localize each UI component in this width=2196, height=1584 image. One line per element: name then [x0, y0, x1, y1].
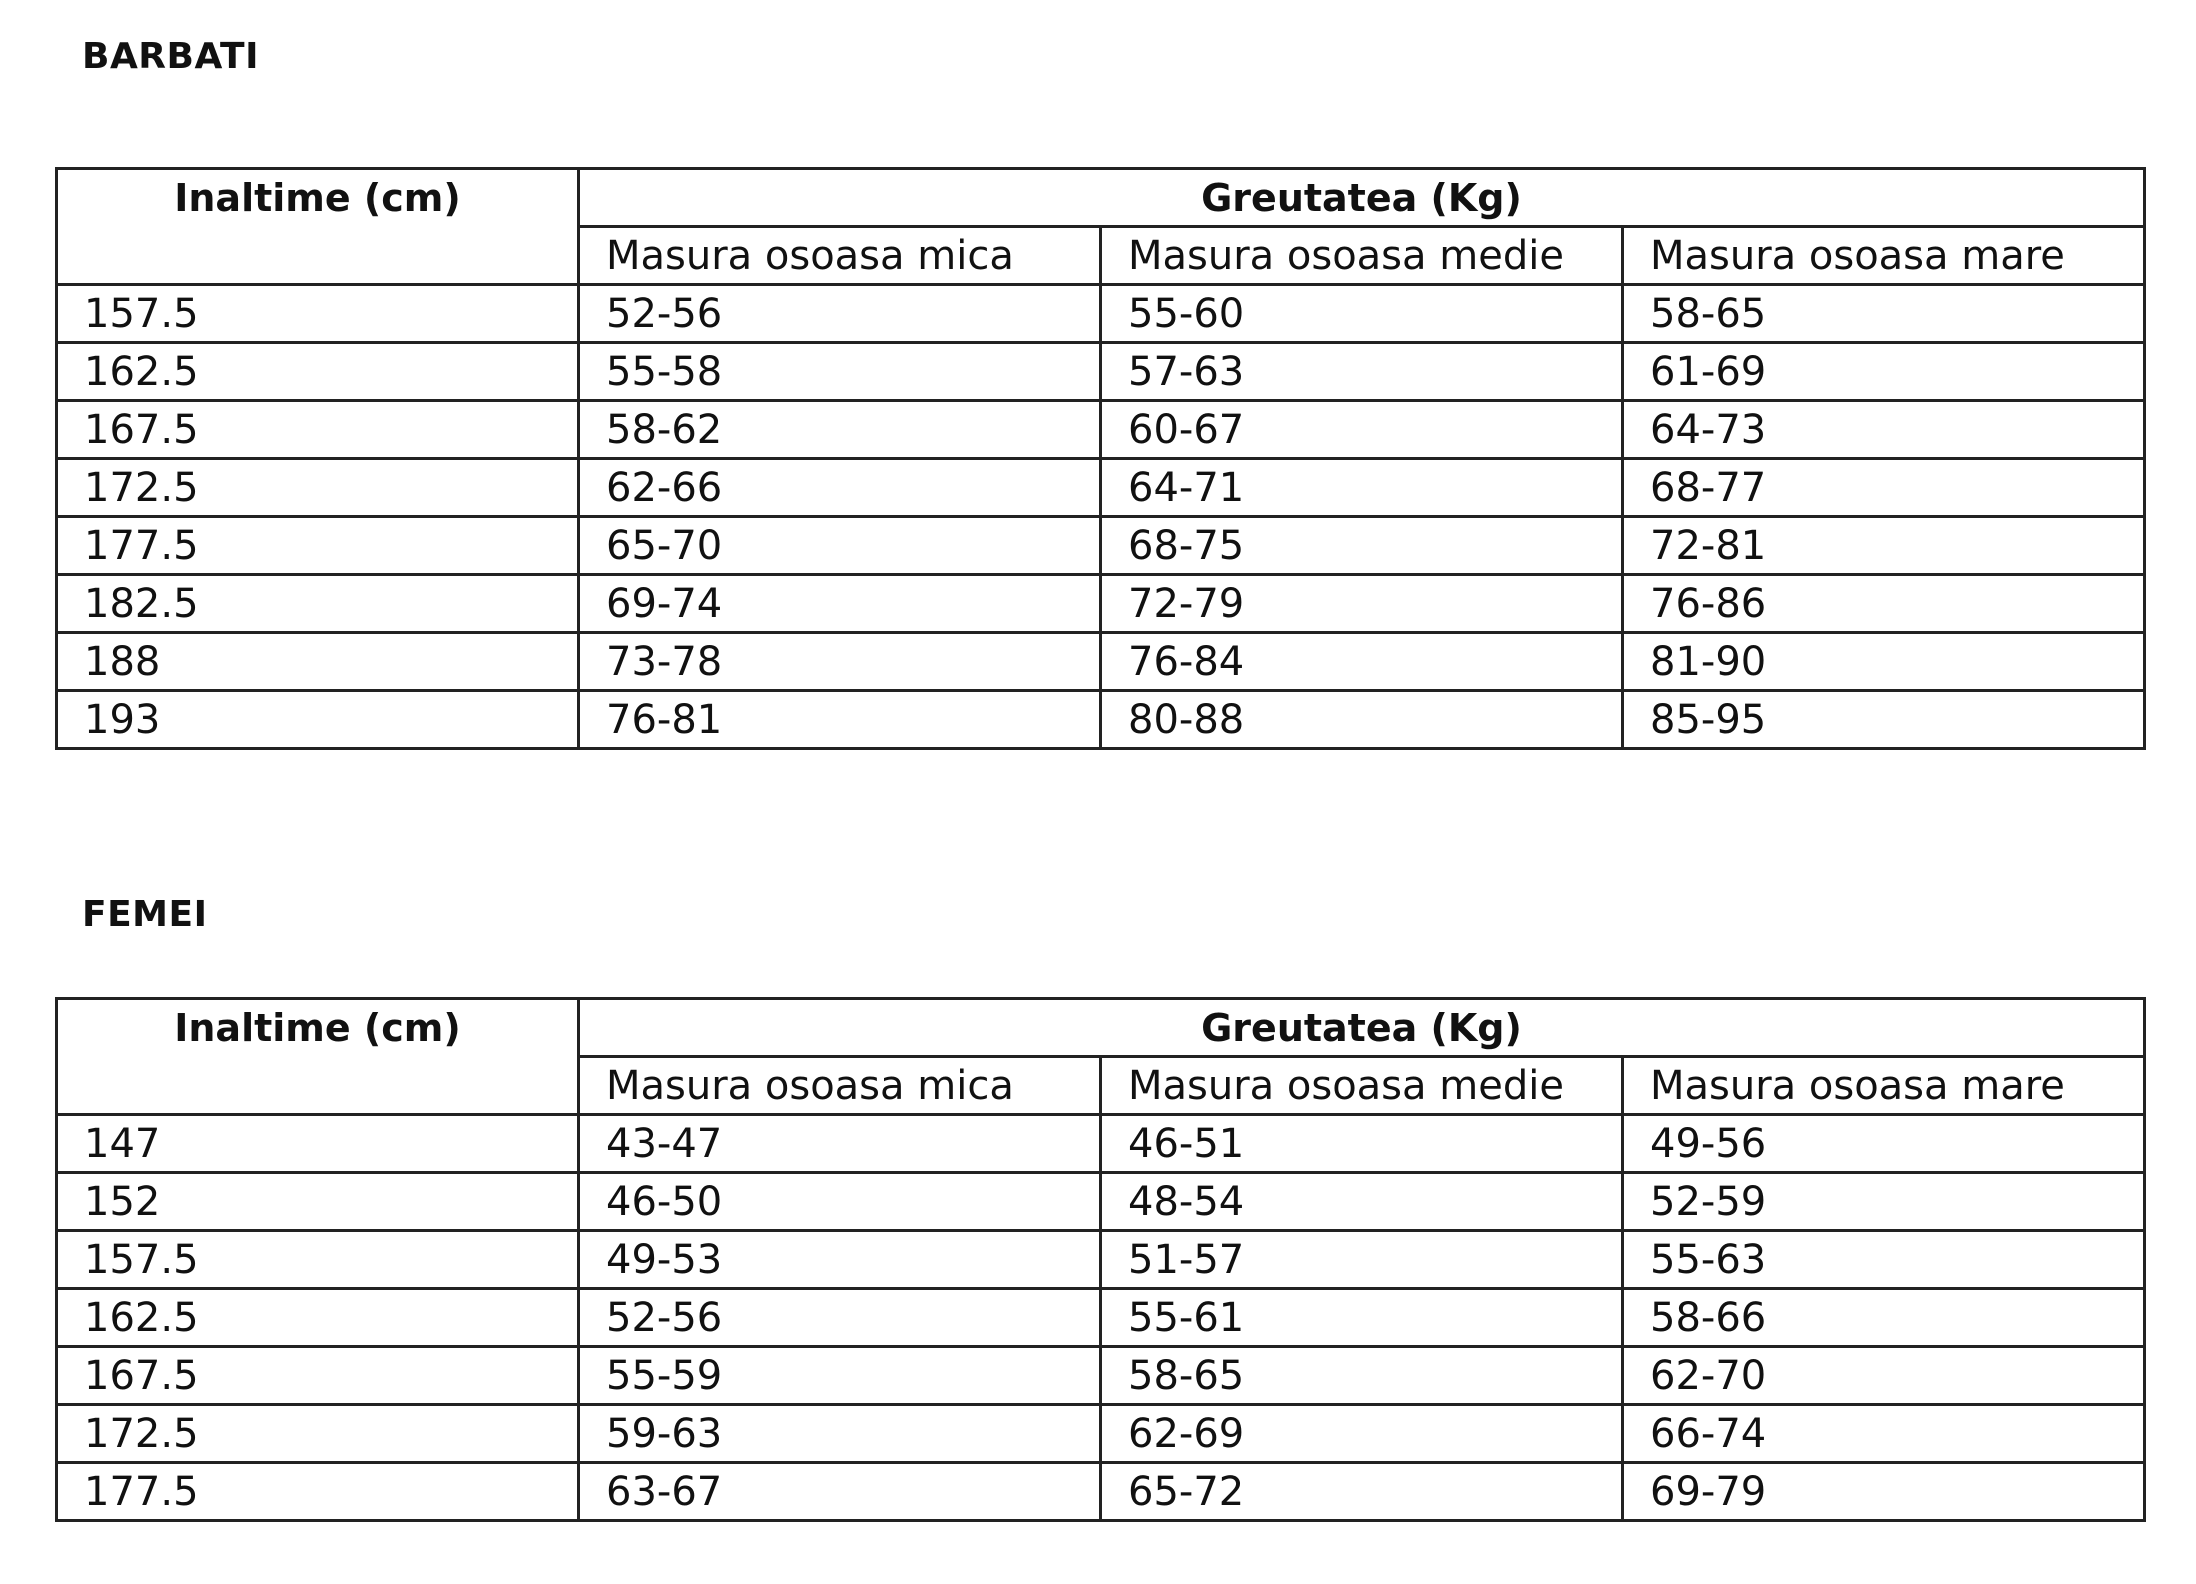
- large-frame-cell: 61-69: [1623, 343, 2145, 401]
- table-body: [57, 285, 2145, 749]
- small-frame-cell: 76-81: [579, 691, 1101, 749]
- height-cell: 177.5: [57, 1463, 579, 1521]
- height-header: Inaltime (cm): [57, 169, 579, 285]
- large-frame-cell: 52-59: [1623, 1173, 2145, 1231]
- medium-frame-cell: 65-72: [1101, 1463, 1623, 1521]
- column-header-medium-frame: Masura osoasa medie: [1101, 1057, 1623, 1115]
- medium-frame-cell: 48-54: [1101, 1173, 1623, 1231]
- weight-table-women: [55, 997, 2146, 1522]
- medium-frame-cell: 55-60: [1101, 285, 1623, 343]
- table-row: [57, 1463, 2145, 1521]
- medium-frame-cell: 60-67: [1101, 401, 1623, 459]
- medium-frame-cell: 72-79: [1101, 575, 1623, 633]
- medium-frame-cell: 62-69: [1101, 1405, 1623, 1463]
- table-row: [57, 1289, 2145, 1347]
- small-frame-cell: 55-58: [579, 343, 1101, 401]
- medium-frame-cell: 55-61: [1101, 1289, 1623, 1347]
- section-title-women: FEMEI: [82, 894, 208, 935]
- height-cell: 188: [57, 633, 579, 691]
- height-header: Inaltime (cm): [57, 999, 579, 1115]
- small-frame-cell: 69-74: [579, 575, 1101, 633]
- medium-frame-cell: 51-57: [1101, 1231, 1623, 1289]
- medium-frame-cell: 46-51: [1101, 1115, 1623, 1173]
- table-row: [57, 691, 2145, 749]
- large-frame-cell: 64-73: [1623, 401, 2145, 459]
- height-cell: 162.5: [57, 1289, 579, 1347]
- medium-frame-cell: 76-84: [1101, 633, 1623, 691]
- table-row: [57, 459, 2145, 517]
- height-cell: 162.5: [57, 343, 579, 401]
- weight-header: Greutatea (Kg): [579, 169, 2145, 227]
- height-cell: 167.5: [57, 401, 579, 459]
- medium-frame-cell: 57-63: [1101, 343, 1623, 401]
- table-row: [57, 1347, 2145, 1405]
- large-frame-cell: 55-63: [1623, 1231, 2145, 1289]
- table-row: [57, 343, 2145, 401]
- table-row: [57, 1115, 2145, 1173]
- table-body: [57, 1115, 2145, 1521]
- height-cell: 147: [57, 1115, 579, 1173]
- large-frame-cell: 58-65: [1623, 285, 2145, 343]
- table-row: [57, 517, 2145, 575]
- small-frame-cell: 62-66: [579, 459, 1101, 517]
- small-frame-cell: 63-67: [579, 1463, 1101, 1521]
- height-cell: 177.5: [57, 517, 579, 575]
- small-frame-cell: 59-63: [579, 1405, 1101, 1463]
- height-cell: 152: [57, 1173, 579, 1231]
- small-frame-cell: 52-56: [579, 285, 1101, 343]
- header-row: [57, 169, 2145, 227]
- height-cell: 167.5: [57, 1347, 579, 1405]
- table-row: [57, 1231, 2145, 1289]
- medium-frame-cell: 64-71: [1101, 459, 1623, 517]
- medium-frame-cell: 80-88: [1101, 691, 1623, 749]
- table-row: [57, 285, 2145, 343]
- large-frame-cell: 72-81: [1623, 517, 2145, 575]
- medium-frame-cell: 58-65: [1101, 1347, 1623, 1405]
- table-row: [57, 633, 2145, 691]
- weight-table-men: [55, 167, 2146, 750]
- small-frame-cell: 73-78: [579, 633, 1101, 691]
- small-frame-cell: 46-50: [579, 1173, 1101, 1231]
- large-frame-cell: 85-95: [1623, 691, 2145, 749]
- column-header-large-frame: Masura osoasa mare: [1623, 227, 2145, 285]
- height-cell: 182.5: [57, 575, 579, 633]
- weight-header: Greutatea (Kg): [579, 999, 2145, 1057]
- column-header-small-frame: Masura osoasa mica: [579, 1057, 1101, 1115]
- large-frame-cell: 66-74: [1623, 1405, 2145, 1463]
- small-frame-cell: 43-47: [579, 1115, 1101, 1173]
- large-frame-cell: 49-56: [1623, 1115, 2145, 1173]
- header-row: [57, 999, 2145, 1057]
- height-cell: 193: [57, 691, 579, 749]
- large-frame-cell: 81-90: [1623, 633, 2145, 691]
- large-frame-cell: 68-77: [1623, 459, 2145, 517]
- small-frame-cell: 52-56: [579, 1289, 1101, 1347]
- table-row: [57, 401, 2145, 459]
- small-frame-cell: 58-62: [579, 401, 1101, 459]
- column-header-medium-frame: Masura osoasa medie: [1101, 227, 1623, 285]
- section-title-men: BARBATI: [82, 36, 259, 77]
- height-cell: 172.5: [57, 1405, 579, 1463]
- height-cell: 157.5: [57, 285, 579, 343]
- large-frame-cell: 58-66: [1623, 1289, 2145, 1347]
- column-header-small-frame: Masura osoasa mica: [579, 227, 1101, 285]
- medium-frame-cell: 68-75: [1101, 517, 1623, 575]
- large-frame-cell: 76-86: [1623, 575, 2145, 633]
- small-frame-cell: 65-70: [579, 517, 1101, 575]
- column-header-large-frame: Masura osoasa mare: [1623, 1057, 2145, 1115]
- large-frame-cell: 69-79: [1623, 1463, 2145, 1521]
- table-row: [57, 1173, 2145, 1231]
- table-row: [57, 1405, 2145, 1463]
- height-cell: 157.5: [57, 1231, 579, 1289]
- small-frame-cell: 49-53: [579, 1231, 1101, 1289]
- small-frame-cell: 55-59: [579, 1347, 1101, 1405]
- height-cell: 172.5: [57, 459, 579, 517]
- table-row: [57, 575, 2145, 633]
- large-frame-cell: 62-70: [1623, 1347, 2145, 1405]
